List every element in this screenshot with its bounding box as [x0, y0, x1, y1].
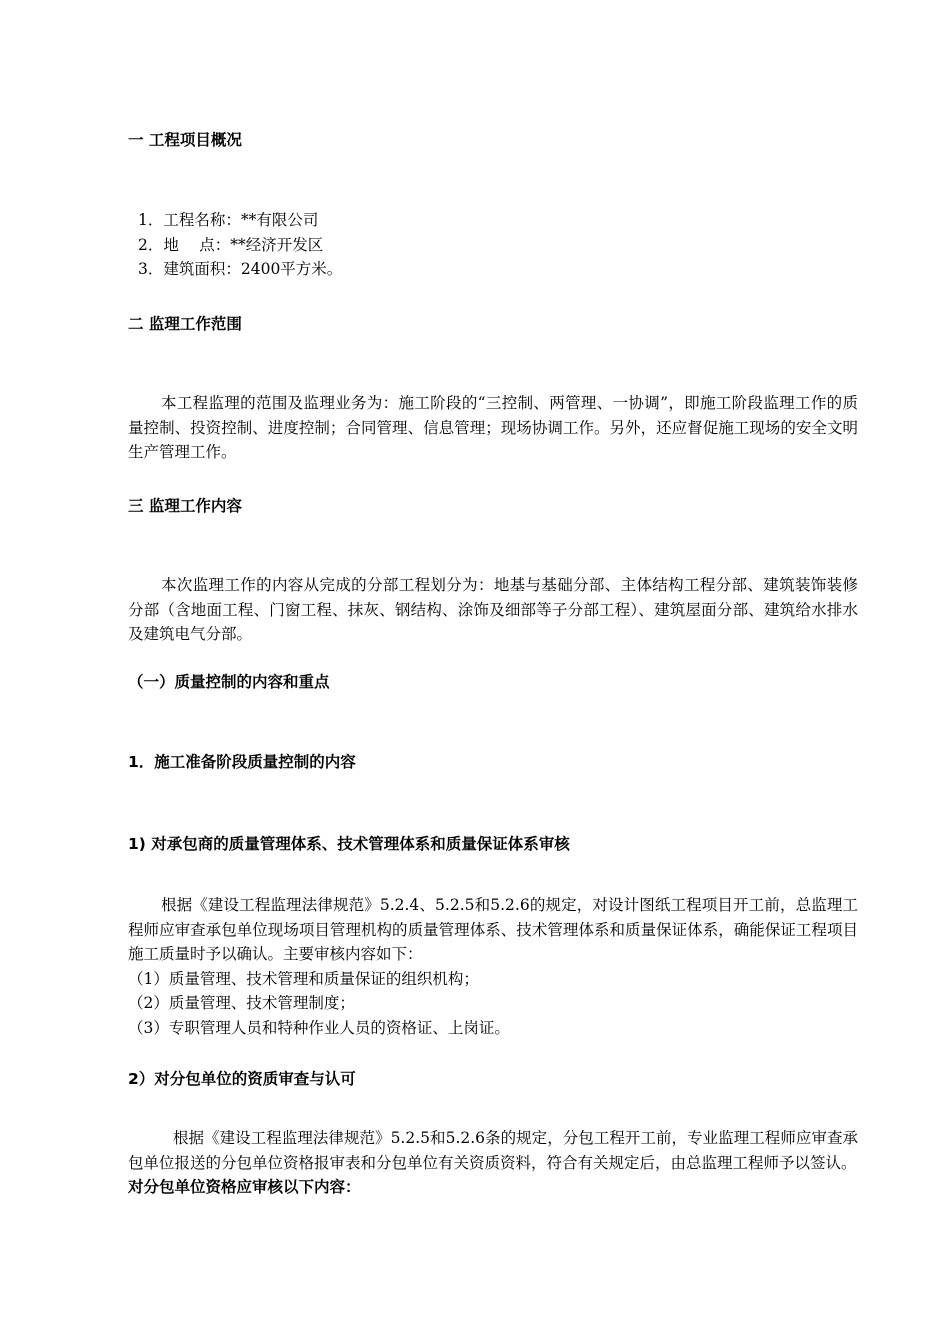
scope-paragraph: 本工程监理的范围及监理业务为：施工阶段的“三控制、两管理、一协调”，即施工阶段监理工作的质量控制、投资控制、进度控制；合同管理、信息管理；现场协调工作。另外，还应督促施工现场的安全文明生产管理工作。 — [128, 394, 858, 461]
quality-system-block — [128, 893, 858, 1040]
quality-system-paragraph: 根据《建设工程监理法律规范》5.2.4、5.2.5和5.2.6的规定，对设计图纸工程项目开工前，总监理工程师应审查承包单位现场项目管理机构的质量管理体系、技术管理体系和质量保证体系，确能保证工程项目施工质量时予以确认。主要审核内容如下： — [128, 896, 858, 963]
item-heading-quality-system: 1) 对承包商的质量管理体系、技术管理体系和质量保证体系审核 — [128, 835, 570, 853]
project-overview-list — [138, 208, 868, 282]
list-item: 2．地 点：**经济开发区 — [138, 235, 324, 254]
subcontractor-paragraph: 根据《建设工程监理法律规范》5.2.5和5.2.6条的规定，分包工程开工前，专业监理工程师应审查承包单位报送的分包单位资格报审表和分包单位有关资质资料，符合有关规定后，由总监理工程师予以签认。 — [128, 1129, 858, 1172]
subsection-heading-preparation: 1．施工准备阶段质量控制的内容 — [128, 753, 356, 771]
item-heading-subcontractor: 2）对分包单位的资质审查与认可 — [128, 1070, 356, 1088]
list-item: 1．工程名称：**有限公司 — [138, 211, 319, 229]
subsection-heading-quality: （一）质量控制的内容和重点 — [128, 673, 330, 691]
list-item: （3）专职管理人员和特种作业人员的资格证、上岗证。 — [128, 1018, 510, 1037]
section-heading-2: 二 监理工作范围 — [128, 315, 242, 333]
list-item: （1）质量管理、技术管理和质量保证的组织机构； — [128, 969, 479, 988]
list-item: 3．建筑面积：2400平方米。 — [138, 260, 343, 278]
list-item: （2）质量管理、技术管理制度； — [128, 994, 355, 1012]
subcontractor-block — [128, 1126, 858, 1200]
content-paragraph: 本次监理工作的内容从完成的分部工程划分为：地基与基础分部、主体结构工程分部、建筑装饰装修分部（含地面工程、门窗工程、抹灰、钢结构、涂饰及细部等子分部工程）、建筑屋面分部、建筑给水排水及建筑电气分部。 — [128, 576, 858, 643]
section-heading-1: 一 工程项目概况 — [128, 131, 242, 149]
subcontractor-review-label: 对分包单位资格应审核以下内容： — [128, 1177, 361, 1196]
section-heading-3: 三 监理工作内容 — [128, 497, 242, 515]
